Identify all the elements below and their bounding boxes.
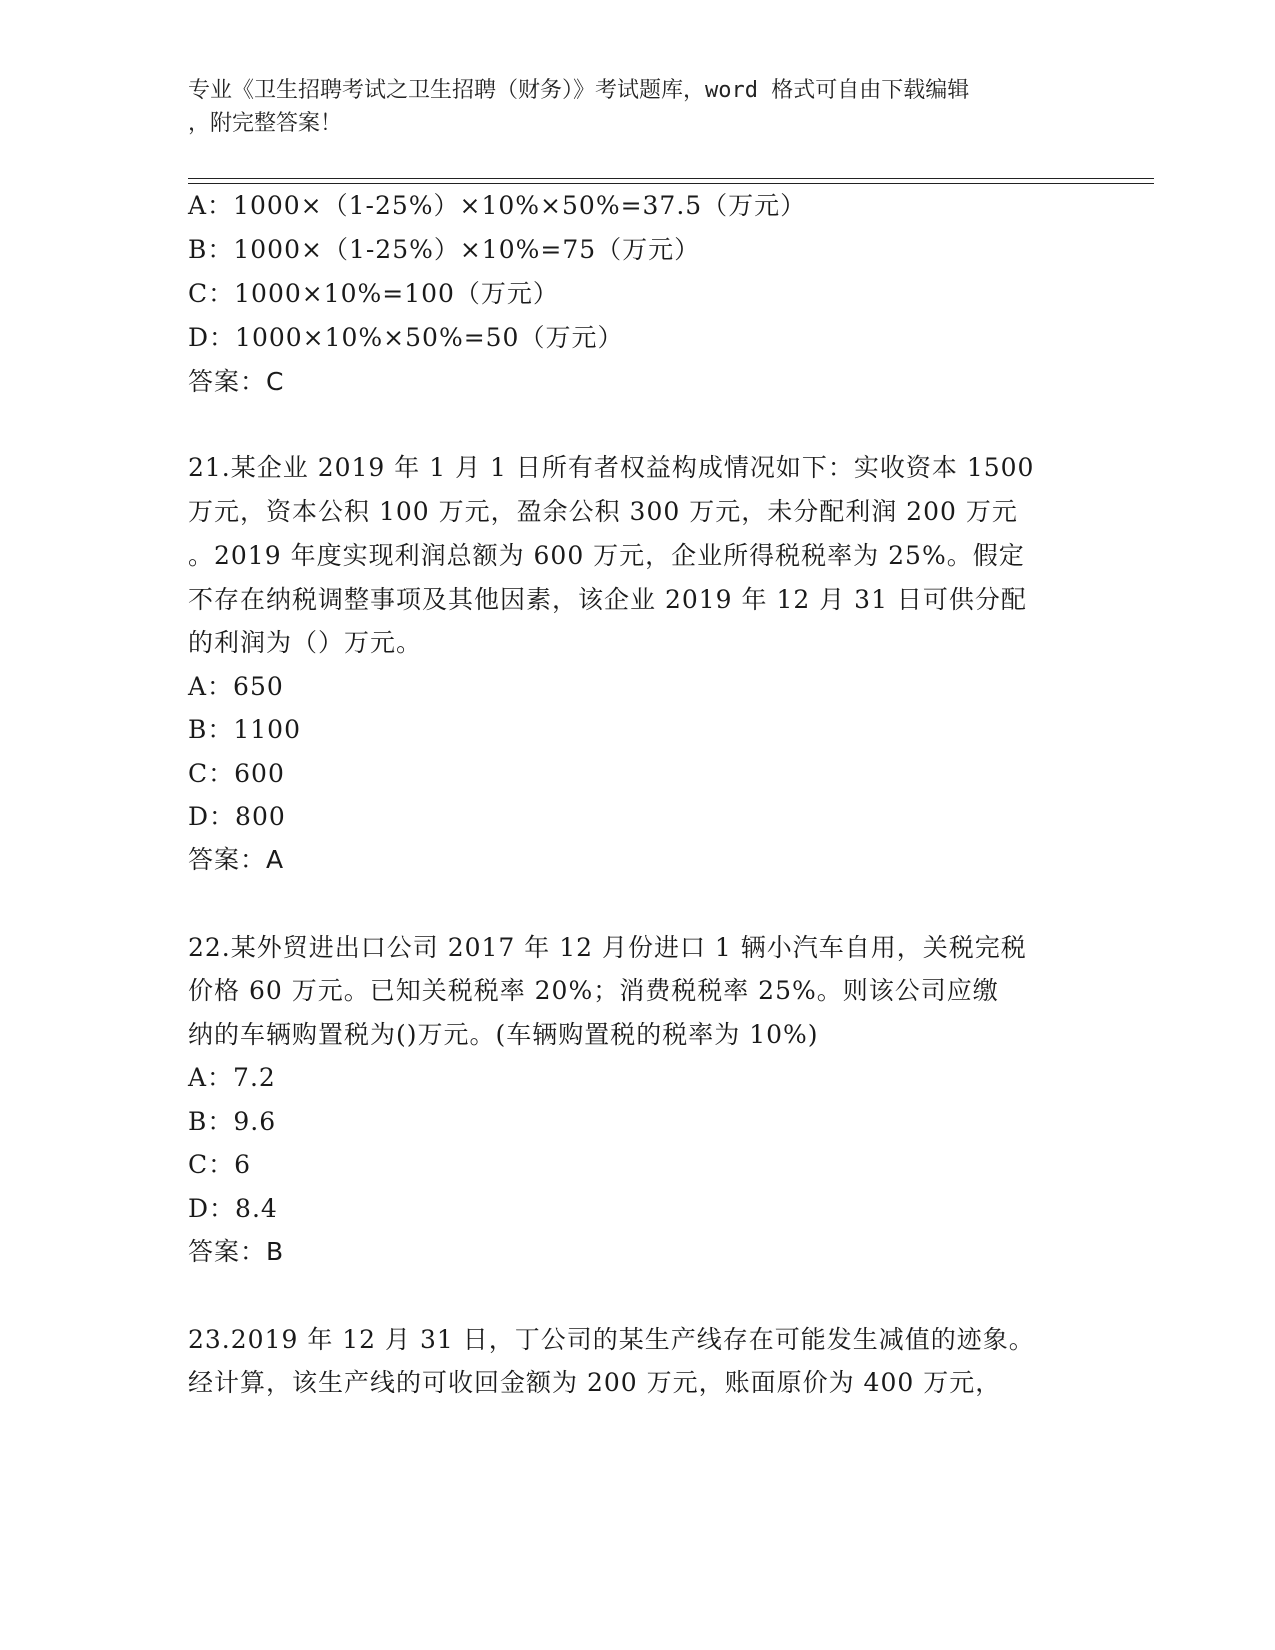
- q22-stem-line-2: 价格 60 万元。已知关税税率 20%；消费税税率 25%。则该公司应缴: [188, 976, 999, 1005]
- document-header: [188, 74, 1088, 140]
- q21-option-c: C：600: [188, 759, 285, 788]
- q21-answer: 答案：A: [188, 845, 285, 874]
- q22-stem-line-3: 纳的车辆购置税为()万元。(车辆购置税的税率为 10%): [188, 1020, 819, 1049]
- q21-option-d: D：800: [188, 802, 286, 831]
- q22-answer: 答案：B: [188, 1237, 285, 1266]
- header-rule-top: [188, 178, 1154, 179]
- q22-option-d: D：8.4: [188, 1194, 278, 1223]
- q20-answer: 答案：C: [188, 367, 285, 396]
- q20-option-c: C：1000×10%=100（万元）: [188, 279, 559, 308]
- q21-stem-line-5: 的利润为（）万元。: [188, 628, 423, 657]
- q23-stem-line-2: 经计算，该生产线的可收回金额为 200 万元，账面原价为 400 万元，: [188, 1368, 1002, 1397]
- header-rule-bottom: [188, 183, 1154, 184]
- q20-option-a: A：1000×（1-25%）×10%×50%=37.5（万元）: [188, 191, 807, 220]
- q20-option-b: B：1000×（1-25%）×10%=75（万元）: [188, 235, 701, 264]
- q23-stem-line-1: 23.2019 年 12 月 31 日，丁公司的某生产线存在可能发生减值的迹象。: [188, 1325, 1035, 1354]
- q21-stem-line-1: 21.某企业 2019 年 1 月 1 日所有者权益构成情况如下：实收资本 1500: [188, 453, 1035, 482]
- q20-option-d: D：1000×10%×50%=50（万元）: [188, 323, 624, 352]
- header-line-1: 专业《卫生招聘考试之卫生招聘（财务）》考试题库，word 格式可自由下载编辑: [188, 78, 970, 103]
- q21-stem-line-4: 不存在纳税调整事项及其他因素，该企业 2019 年 12 月 31 日可供分配: [188, 585, 1027, 614]
- q21-stem-line-2: 万元，资本公积 100 万元，盈余公积 300 万元，未分配利润 200 万元: [188, 497, 1018, 526]
- q22-option-b: B：9.6: [188, 1107, 277, 1136]
- q21-option-a: A：650: [188, 672, 284, 701]
- q21-stem-line-3: 。2019 年度实现利润总额为 600 万元，企业所得税税率为 25%。假定: [188, 541, 1025, 570]
- q21-option-b: B：1100: [188, 715, 301, 744]
- header-line-2: ，附完整答案！: [188, 111, 343, 136]
- q22-option-a: A：7.2: [188, 1063, 276, 1092]
- q22-option-c: C：6: [188, 1150, 252, 1179]
- q22-stem-line-1: 22.某外贸进出口公司 2017 年 12 月份进口 1 辆小汽车自用，关税完税: [188, 933, 1027, 962]
